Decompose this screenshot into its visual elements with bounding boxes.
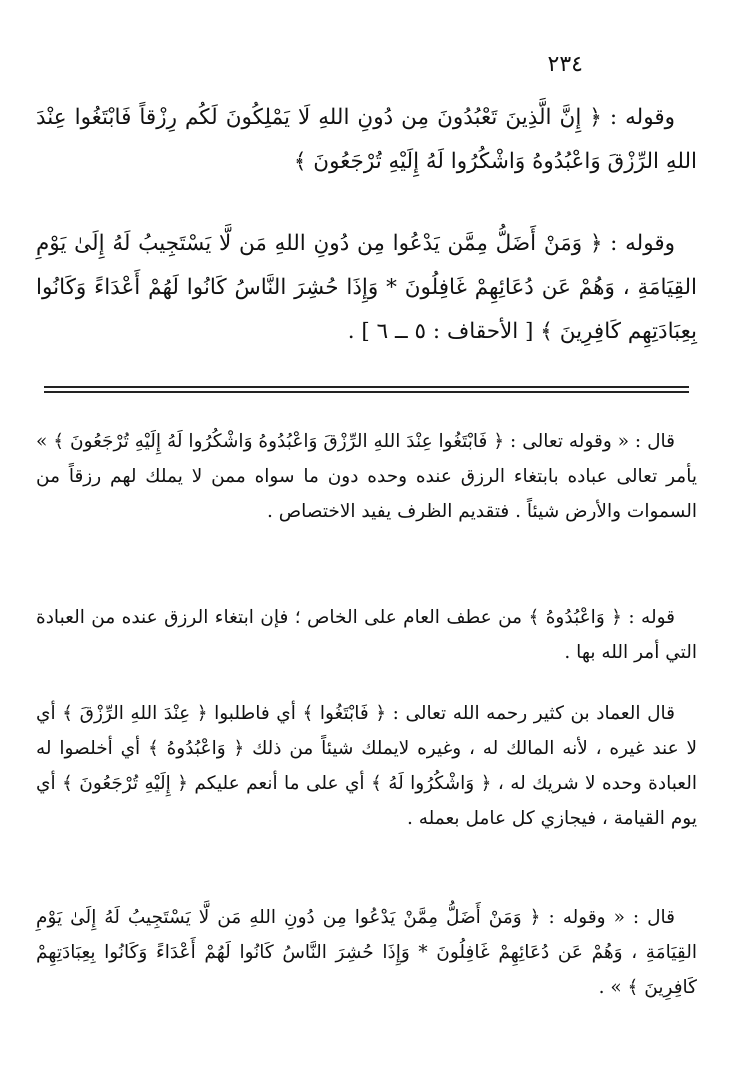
page-number: ٢٣٤	[547, 52, 583, 77]
footnote-separator	[44, 386, 689, 393]
main-paragraph-2	[36, 222, 697, 354]
commentary-paragraph-2-text: قوله : ﴿ وَاعْبُدُوهُ ﴾ من عطف العام على الخاص ؛ فإن ابتغاء الرزق عنده من العبادة التي أمر الله بها .	[36, 607, 697, 663]
main-paragraph-1	[36, 96, 697, 184]
commentary-paragraph-4-text: قال : « وقوله : ﴿ وَمَنْ أَضَلُّ مِمَّنْ يَدْعُوا مِن دُونِ اللهِ مَن لَّا يَسْتَجِيبُ لَهُ إِلَىٰ يَوْمِ القِيَامَةِ ، وَهُمْ عَن دُعَائِهِمْ غَافِلُونَ * وَإِذَا حُشِرَ النَّاسُ كَانُوا لَهُمْ أَعْدَاءً وَكَانُوا بِعِبَادَتِهِمْ كَافِرِينَ ﴾ » .	[36, 907, 697, 998]
main-paragraph-2-text: وقوله : ﴿ وَمَنْ أَضَلُّ مِمَّن يَدْعُوا مِن دُونِ اللهِ مَن لَّا يَسْتَجِيبُ لَهُ إِلَىٰ يَوْمِ القِيَامَةِ ، وَهُمْ عَن دُعَائِهِمْ غَافِلُونَ * وَإِذَا حُشِرَ النَّاسُ كَانُوا لَهُمْ أَعْدَاءً وَكَانُوا بِعِبَادَتِهِم كَافِرِينَ ﴾ [ الأحقاف : ٥ ــ ٦ ] .	[36, 231, 697, 344]
commentary-paragraph-1	[36, 424, 697, 529]
commentary-paragraph-4	[36, 900, 697, 1005]
main-paragraph-1-text: وقوله : ﴿ إِنَّ الَّذِينَ تَعْبُدُونَ مِن دُونِ اللهِ لَا يَمْلِكُونَ لَكُم رِزْقاً فَابْتَغُوا عِنْدَ اللهِ الرِّزْقَ وَاعْبُدُوهُ وَاشْكُرُوا لَهُ إِلَيْهِ تُرْجَعُونَ ﴾	[36, 105, 697, 174]
commentary-paragraph-1-text: قال : « وقوله تعالى : ﴿ فَابْتَغُوا عِنْدَ اللهِ الرِّزْقَ وَاعْبُدُوهُ وَاشْكُرُوا لَهُ إِلَيْهِ تُرْجَعُونَ ﴾ » يأمر تعالى عباده بابتغاء الرزق عنده وحده دون ما سواه ممن لا يملك لهم رزقاً من السموات والأرض شيئاً . فتقديم الظرف يفيد الاختصاص .	[36, 431, 697, 522]
commentary-paragraph-2	[36, 600, 697, 670]
commentary-paragraph-3-text: قال العماد بن كثير رحمه الله تعالى : ﴿ فَابْتَغُوا ﴾ أي فاطلبوا ﴿ عِنْدَ اللهِ الرِّزْقَ ﴾ أي لا عند غيره ، لأنه المالك له ، وغيره لايملك شيئاً من ذلك ﴿ وَاعْبُدُوهُ ﴾ أي أخلصوا له العبادة وحده لا شريك له ، ﴿ وَاشْكُرُوا لَهُ ﴾ أي على ما أنعم عليكم ﴿ إِلَيْهِ تُرْجَعُونَ ﴾ أي يوم القيامة ، فيجازي كل عامل بعمله .	[36, 703, 697, 829]
commentary-paragraph-3	[36, 696, 697, 836]
